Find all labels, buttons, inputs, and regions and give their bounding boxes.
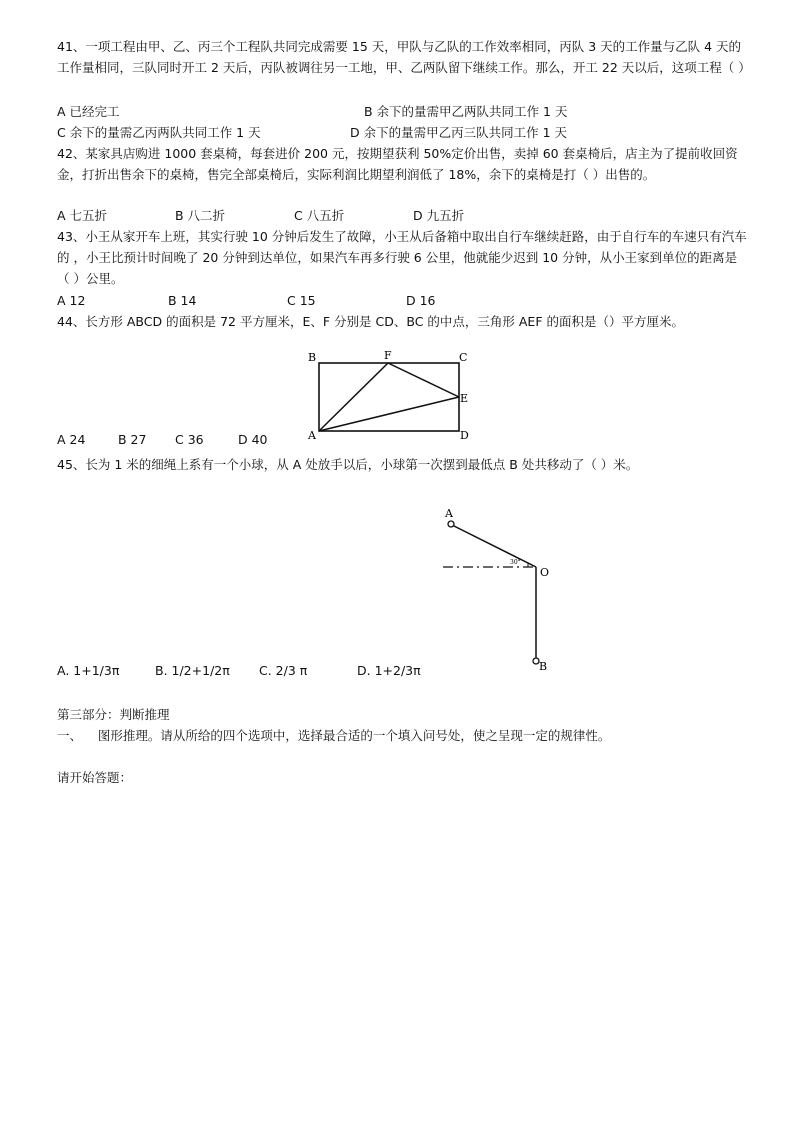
q45-option-b: B. 1/2+1/2π	[155, 663, 230, 678]
label-d: D	[460, 429, 469, 442]
rectangle-figure	[300, 345, 480, 445]
label-b: B	[308, 351, 317, 364]
q45-option-c: C. 2/3 π	[259, 663, 308, 678]
q42-stem: 42、某家具店购进 1000 套桌椅，每套进价 200 元，按期望获利 50%定价出售，卖掉 60 套桌椅后，店主为了提前收回资金，打折出售余下的桌椅，售完全部桌椅后，实际利润比期望利润低了 18%，余下的桌椅是打（ ）出售的。	[57, 146, 738, 182]
start-prompt: 请开始答题：	[57, 770, 133, 785]
label-e: E	[460, 392, 469, 405]
label-a: A	[308, 429, 316, 442]
label-a: A	[445, 507, 453, 520]
q43-option-d: D 16	[406, 293, 436, 308]
label-f: F	[384, 349, 392, 362]
q43-option-a: A 12	[57, 293, 86, 308]
q41-option-b: B 余下的量需甲乙两队共同工作 1 天	[364, 104, 568, 119]
q41-stem: 41、一项工程由甲、乙、丙三个工程队共同完成需要 15 天，甲队与乙队的工作效率相同，丙队 3 天的工作量与乙队 4 天的工作量相同，三队同时开工 2 天后，丙队被调往另一工地，甲、乙两队留下继续工作。那么，开工 22 天以后，这项工程（ ）	[57, 39, 751, 75]
q41-option-d: D 余下的量需甲乙丙三队共同工作 1 天	[350, 125, 567, 140]
q44-option-d: D 40	[238, 432, 268, 447]
section-subtitle: 一、 图形推理。请从所给的四个选项中，选择最合适的一个填入问号处，使之呈现一定的规律性。	[57, 728, 611, 743]
q45-stem: 45、长为 1 米的细绳上系有一个小球，从 A 处放手以后，小球第一次摆到最低点 B 处共移动了（ ）米。	[57, 457, 639, 472]
q42-option-c: C 八五折	[294, 208, 345, 223]
q44-option-c: C 36	[175, 432, 204, 447]
q43-option-b: B 14	[168, 293, 197, 308]
q42-option-a: A 七五折	[57, 208, 108, 223]
q45-option-d: D. 1+2/3π	[357, 663, 421, 678]
section-title: 第三部分：判断推理	[57, 707, 170, 722]
q42-option-b: B 八二折	[175, 208, 226, 223]
q43-option-c: C 15	[287, 293, 316, 308]
q42-option-d: D 九五折	[413, 208, 465, 223]
q41-option-a: A 已经完工	[57, 104, 120, 119]
label-o: O	[540, 566, 550, 579]
pendulum-figure	[435, 500, 565, 675]
label-c: C	[459, 351, 468, 364]
q45-option-a: A. 1+1/3π	[57, 663, 120, 678]
angle-label: 30°	[510, 559, 521, 566]
label-b: B	[539, 660, 548, 673]
q44-option-a: A 24	[57, 432, 86, 447]
q43-stem: 43、小王从家开车上班，其实行驶 10 分钟后发生了故障，小王从后备箱中取出自行车继续赶路，由于自行车的车速只有汽车的 ，小王比预计时间晚了 20 分钟到达单位，如果汽车再多行驶 6 公里，他就能少迟到 10 分钟，从小王家到单位的距离是（ ）公里。	[57, 229, 747, 286]
q44-option-b: B 27	[118, 432, 147, 447]
q44-stem: 44、长方形 ABCD 的面积是 72 平方厘米，E、F 分别是 CD、BC 的中点，三角形 AEF 的面积是（）平方厘米。	[57, 314, 684, 329]
q41-option-c: C 余下的量需乙丙两队共同工作 1 天	[57, 125, 261, 140]
